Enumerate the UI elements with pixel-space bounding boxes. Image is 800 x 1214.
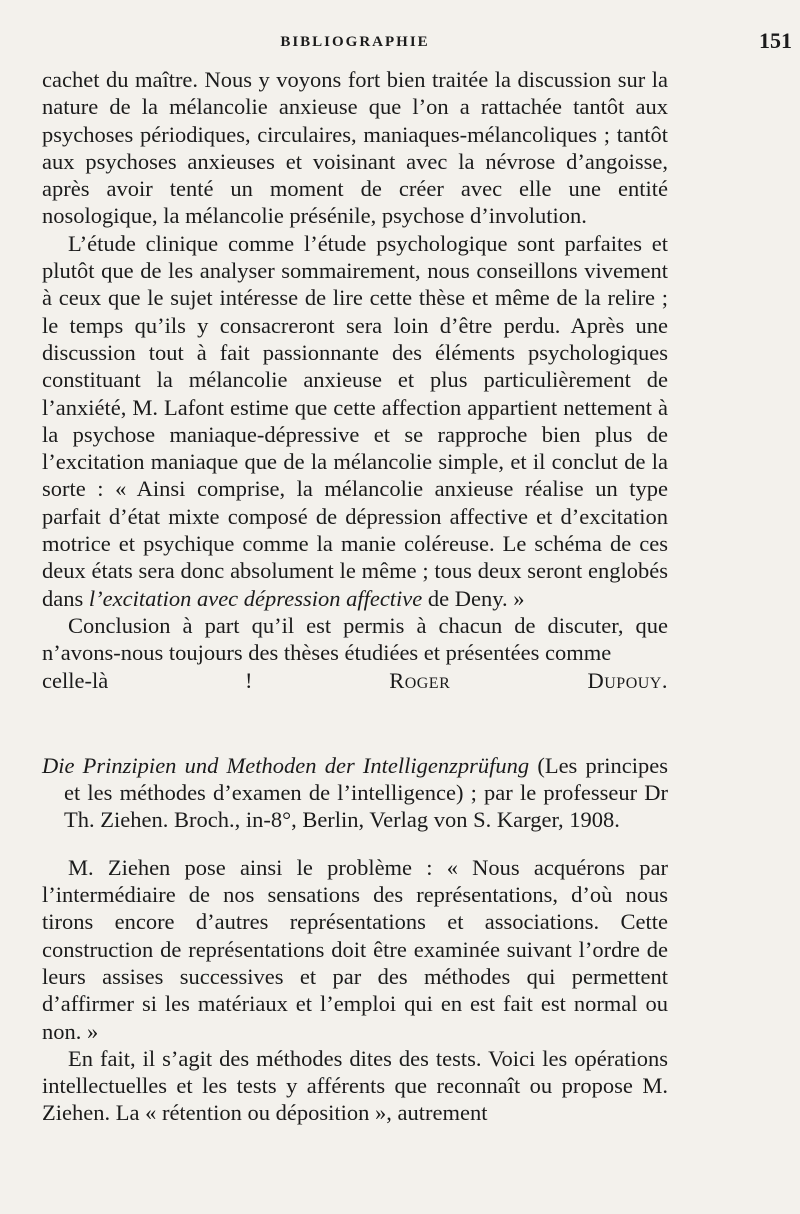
review1-closing-line <box>42 667 668 694</box>
review2-title: Die Prinzipien und Methoden der Intelligenzprüfung <box>42 752 530 778</box>
review1-paragraph-2-end: de Deny. » <box>422 585 525 611</box>
review1-closing-text: celle-là ! <box>42 667 253 693</box>
review1-signature: Roger Dupouy. <box>389 667 668 693</box>
review2-citation-details: (Les principes et les méthodes d’examen de l’intelligence) ; par le professeur Dr Th. Ziehen. Broch., in-8°, Berlin, Verlag von S. Karger, 1908. <box>64 752 668 833</box>
page-header <box>42 26 792 66</box>
review2-paragraph-2: En fait, il s’agit des méthodes dites des tests. Voici les opérations intellectuelles et les tests y afférents que reconnaît ou propose M. Ziehen. La « rétention ou déposition », autrement <box>42 1045 668 1126</box>
page-number: 151 <box>759 28 792 53</box>
review2-paragraph-1: M. Ziehen pose ainsi le problème : « Nous acquérons par l’intermédiaire de nos sensations des représentations, d’où nous tirons encore d’autres représentations et associations. Cette construction de représentations doit être examinée suivant l’ordre de leurs assises successives et par des méthodes qui permettent d’affirmer si les matériaux et l’emploi qui en est fait est normal ou non. » <box>42 854 668 1044</box>
section-gap <box>42 694 668 752</box>
review1-paragraph-3: Conclusion à part qu’il est permis à chacun de discuter, que n’avons-nous toujours des thèses étudiées et présentées comme <box>42 612 668 666</box>
review1-quote-italic: l’excitation avec dépression affective <box>88 585 423 611</box>
review2-citation <box>42 752 668 834</box>
review1-paragraph-2 <box>42 230 668 612</box>
review1-paragraph-2-text: L’étude clinique comme l’étude psychologique sont parfaites et plutôt que de les analyser sommairement, nous conseillons vivement à ceux que le sujet intéresse de lire cette thèse et même de la relire ; le temps qu’ils y consacreront sera loin d’être perdu. Après une discussion tout à fait passionnante des éléments psychologiques constituant la mélancolie anxieuse et plus particulièrement de l’anxiété, M. Lafont estime que cette affection appartient nettement à la psychose maniaque-dépressive et se rapproche bien plus de l’excitation maniaque que de la mélancolie simple, et il conclut de la sorte : « Ainsi comprise, la mélancolie anxieuse réalise un type parfait d’état mixte composé de dépression affective et d’excitation motrice et psychique comme la manie coléreuse. Le schéma de ces deux états sera donc absolument le même ; tous deux seront englobés dans <box>42 230 668 611</box>
running-head: BIBLIOGRAPHIE <box>280 34 430 50</box>
review1-paragraph-1: cachet du maître. Nous y voyons fort bien traitée la discussion sur la nature de la mélancolie anxieuse que l’on a rattachée tantôt aux psychoses périodiques, circulaires, maniaques-mélancoliques ; tantôt aux psychoses anxieuses et voisinant avec la névrose d’angoisse, après avoir tenté un moment de créer avec elle une entité nosologique, la mélancolie présénile, psychose d’involution. <box>42 67 668 229</box>
